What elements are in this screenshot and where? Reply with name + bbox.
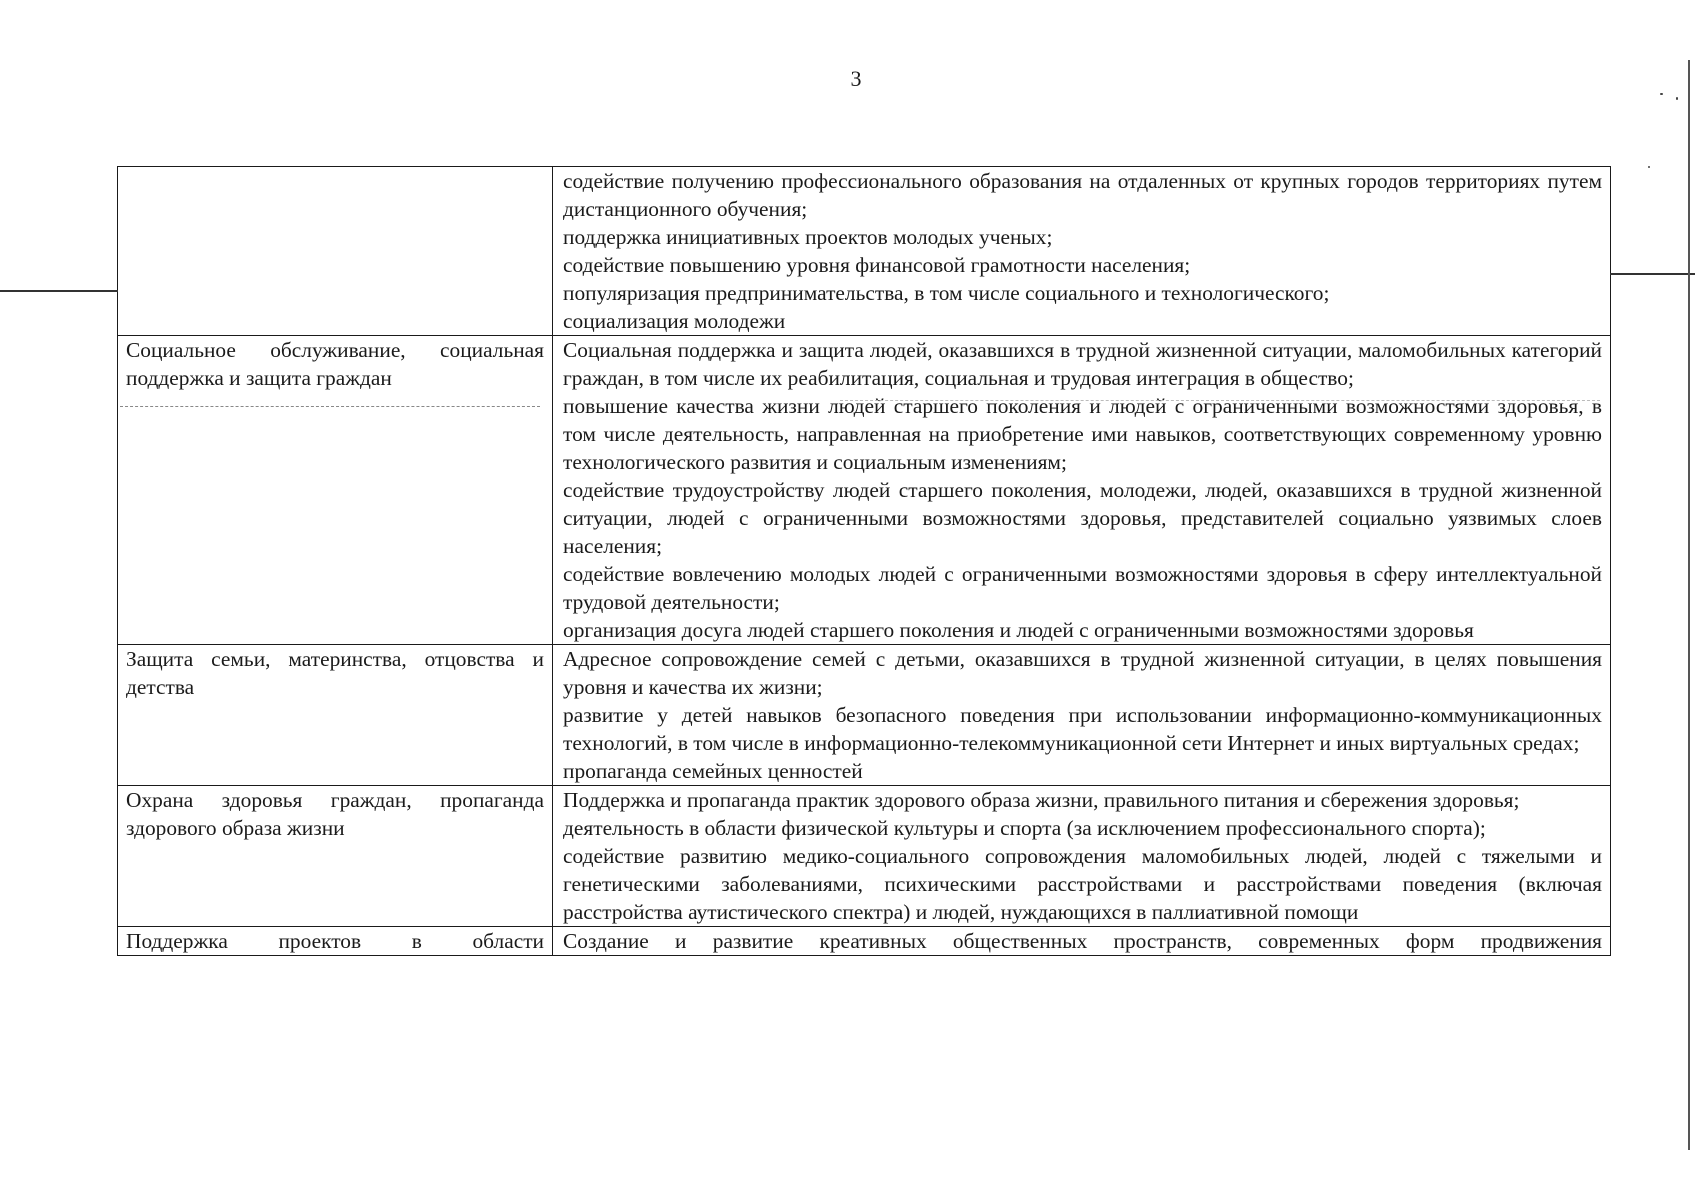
list-item: Социальная поддержка и защита людей, оказавшихся в трудной жизненной ситуации, маломобильных категорий граждан, в том числе их реабилитация, социальная и трудовая интеграция в общество; (563, 338, 1602, 390)
table-row (118, 336, 1611, 645)
directions-table (117, 166, 1611, 956)
table-row (118, 645, 1611, 786)
scan-line-right (1610, 273, 1695, 275)
list-item: содействие трудоустройству людей старшего поколения, молодежи, людей, оказавшихся в трудной жизненной ситуации, людей с ограниченными возможностями здоровья, представителей социально уязвимых слоев населения; (563, 478, 1602, 558)
scan-line-left (0, 290, 118, 292)
scan-edge-right (1688, 60, 1690, 1150)
table-row (118, 927, 1611, 956)
category-cell: Поддержка проектов в области (118, 927, 553, 956)
list-item: Поддержка и пропаганда практик здорового образа жизни, правильного питания и сбережения здоровья; (563, 788, 1520, 812)
description-cell (553, 336, 1611, 645)
list-item: содействие повышению уровня финансовой грамотности населения; (563, 253, 1191, 277)
list-item: содействие развитию медико-социального сопровождения маломобильных людей, людей с тяжелыми и генетическими заболеваниями, психическими расстройствами и расстройствами поведения (включая расстройства аутистического спектра) и людей, нуждающихся в паллиативной помощи (563, 844, 1602, 924)
description-cell (553, 167, 1611, 336)
table-row (118, 167, 1611, 336)
list-item: Адресное сопровождение семей с детьми, оказавшихся в трудной жизненной ситуации, в целях повышения уровня и качества их жизни; (563, 647, 1602, 699)
list-item: пропаганда семейных ценностей (563, 759, 863, 783)
scan-dash-line (120, 406, 540, 407)
scan-dot (1660, 93, 1663, 95)
description-cell (553, 927, 1611, 956)
list-item: организация досуга людей старшего поколения и людей с ограниченными возможностями здоровья (563, 618, 1474, 642)
list-item: деятельность в области физической культуры и спорта (за исключением профессионального спорта); (563, 816, 1486, 840)
list-item: поддержка инициативных проектов молодых ученых; (563, 225, 1053, 249)
scan-dash-line (840, 400, 1600, 401)
list-item: популяризация предпринимательства, в том числе социального и технологического; (563, 281, 1330, 305)
list-item: социализация молодежи (563, 309, 786, 333)
category-cell (118, 167, 553, 336)
category-cell: Охрана здоровья граждан, пропаганда здорового образа жизни (118, 786, 553, 927)
list-item: содействие получению профессионального образования на отдаленных от крупных городов территориях путем дистанционного обучения; (563, 169, 1602, 221)
list-item: содействие вовлечению молодых людей с ограниченными возможностями здоровья в сферу интеллектуальной трудовой деятельности; (563, 562, 1602, 614)
list-item: повышение качества жизни людей старшего поколения и людей с ограниченными возможностями здоровья, в том числе деятельность, направленная на приобретение ими навыков, соответствующих современному уровню технологического развития и социальным изменениям; (563, 394, 1602, 474)
scan-dot (1648, 166, 1650, 168)
list-item: развитие у детей навыков безопасного поведения при использовании информационно-коммуникационных технологий, в том числе в информационно-телекоммуникационной сети Интернет и иных виртуальных средах; (563, 703, 1602, 755)
table-row (118, 786, 1611, 927)
description-cell (553, 645, 1611, 786)
description-cell (553, 786, 1611, 927)
scan-dot (1676, 97, 1678, 100)
category-cell: Социальное обслуживание, социальная поддержка и защита граждан (118, 336, 553, 645)
list-item: Создание и развитие креативных общественных пространств, современных форм продвижения (563, 929, 1602, 953)
category-cell: Защита семьи, материнства, отцовства и детства (118, 645, 553, 786)
page-number: 3 (850, 66, 862, 91)
